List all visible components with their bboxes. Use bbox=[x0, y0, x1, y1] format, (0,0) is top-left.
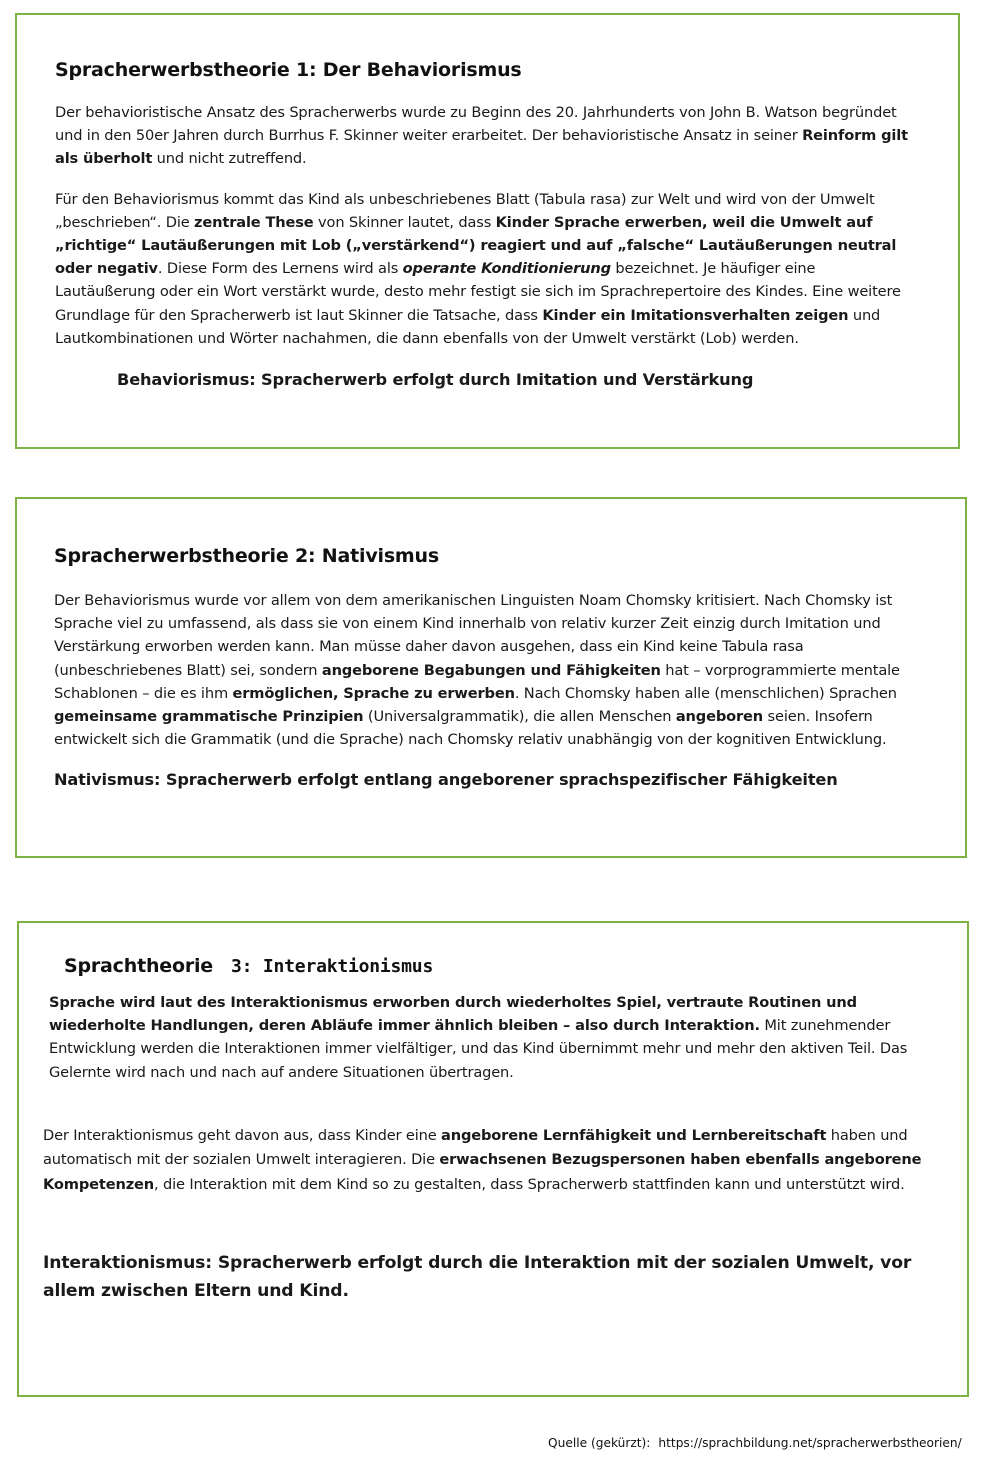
bold-text: angeborene Lernfähigkeit und Lernbereitschaft bbox=[441, 1126, 827, 1144]
text: und nicht zutreffend. bbox=[152, 150, 307, 168]
paragraph bbox=[55, 101, 920, 171]
text: . Diese Form des Lernens wird als bbox=[157, 260, 403, 278]
source-url: https://sprachbildung.net/spracherwerbstheorien/ bbox=[658, 1436, 962, 1450]
title-part: Sprachtheorie bbox=[64, 955, 213, 977]
bold-italic-text: operante Konditionierung bbox=[402, 260, 611, 278]
bold-text: Sprache wird laut des Interaktionismus erworben durch wiederholtes Spiel, vertraute Routinen und wiederholte Handlungen, deren Abläufe immer ähnlich bleiben – also durch Interaktion. bbox=[49, 994, 857, 1035]
text: Der Interaktionismus geht davon aus, dass Kinder eine bbox=[43, 1126, 442, 1144]
text: Der behavioristische Ansatz des Spracherwerbs wurde zu Beginn des 20. Jahrhunderts von John B. Watson begründet und in den 50er Jahren durch Burrhus F. Skinner weiter erarbeitet. Der behavioristische Ansatz in seiner bbox=[55, 104, 897, 145]
text: haben und automatisch mit der sozialen Umwelt interagieren. Die bbox=[43, 1126, 908, 1169]
section-interaktionismus bbox=[17, 921, 969, 1397]
bold-text: ermöglichen, Sprache zu erwerben bbox=[232, 684, 515, 702]
section-title: Spracherwerbstheorie 2: Nativismus bbox=[54, 545, 439, 567]
text: und Lautkombinationen und Wörter nachahmen, die dann ebenfalls von der Umwelt verstärkt (Lob) werden. bbox=[55, 306, 881, 347]
text: von Skinner lautet, dass bbox=[313, 213, 496, 231]
source-label: Quelle (gekürzt): bbox=[548, 1436, 651, 1450]
text: hat – vorprogrammierte mentale Schablonen – die es ihm bbox=[54, 661, 900, 702]
bold-text: angeborene Begabungen und Fähigkeiten bbox=[321, 661, 661, 679]
paragraph bbox=[55, 188, 920, 350]
source-note bbox=[548, 1436, 962, 1450]
bold-text: angeboren bbox=[675, 708, 764, 726]
text: , die Interaktion mit dem Kind so zu gestalten, dass Spracherwerb stattfinden kann und unterstützt wird. bbox=[154, 1175, 905, 1193]
title-part: 3: Interaktionismus bbox=[230, 956, 434, 977]
text: Mit zunehmender Entwicklung werden die Interaktionen immer vielfältiger, und das Kind übernimmt mehr und mehr den aktiven Teil. Das Gelernte wird nach und nach auf andere Situationen übertragen. bbox=[49, 1017, 908, 1081]
section-title bbox=[64, 955, 943, 977]
text: bezeichnet. Je häufiger eine Lautäußerung oder ein Wort verstärkt wurde, desto mehr festigt sie sich im Sprachrepertoire des Kindes. Eine weitere Grundlage für den Spracherwerb ist laut Skinner die Tatsache, dass bbox=[55, 260, 901, 324]
text: seien. Insofern entwickelt sich die Grammatik (und die Sprache) nach Chomsky relativ unabhängig von der kognitiven Entwicklung. bbox=[54, 708, 887, 749]
section-nativismus bbox=[15, 497, 967, 858]
section-summary: Behaviorismus: Spracherwerb erfolgt durch Imitation und Verstärkung bbox=[117, 370, 754, 390]
section-title: Spracherwerbstheorie 1: Der Behaviorismus bbox=[55, 59, 522, 81]
bold-text: erwachsenen Bezugspersonen haben ebenfalls angeborene Kompetenzen bbox=[43, 1151, 922, 1193]
paragraph bbox=[43, 1124, 943, 1197]
text: Für den Behaviorismus kommt das Kind als unbeschriebenes Blatt (Tabula rasa) zur Welt und wird von der Umwelt „beschrieben“. Die bbox=[55, 190, 875, 231]
paragraph bbox=[49, 991, 943, 1084]
bold-text: zentrale These bbox=[194, 213, 314, 231]
bold-text: Reinform gilt als überholt bbox=[55, 127, 908, 168]
text: Der Behaviorismus wurde vor allem von dem amerikanischen Linguisten Noam Chomsky kritisiert. Nach Chomsky ist Sprache viel zu umfassend, als dass sie von einem Kind innerhalb von relativ kurzer Zeit einzig durch Imitation und Verstärkung erworben werden kann. Man müsse daher davon ausgehen, dass ein Kind keine Tabula rasa (unbeschriebenes Blatt) sei, sondern bbox=[54, 592, 893, 679]
bold-text: Kinder Sprache erwerben, weil die Umwelt auf „richtige“ Lautäußerungen mit Lob („verstärkend“) reagiert und auf „falsche“ Lautäußerungen neutral oder negativ bbox=[55, 213, 897, 278]
section-summary: Interaktionismus: Spracherwerb erfolgt durch die Interaktion mit der sozialen Umwelt, vor allem zwischen Eltern und Kind. bbox=[43, 1253, 912, 1302]
section-summary: Nativismus: Spracherwerb erfolgt entlang angeborener sprachspezifischer Fähigkeiten bbox=[54, 770, 838, 790]
paragraph bbox=[54, 589, 927, 751]
bold-text: Kinder ein Imitationsverhalten zeigen bbox=[542, 306, 849, 324]
text: . Nach Chomsky haben alle (menschlichen) Sprachen bbox=[514, 684, 897, 702]
bold-text: gemeinsame grammatische Prinzipien bbox=[54, 708, 364, 726]
text: (Universalgrammatik), die allen Menschen bbox=[363, 708, 676, 726]
section-behaviorismus bbox=[15, 13, 960, 449]
